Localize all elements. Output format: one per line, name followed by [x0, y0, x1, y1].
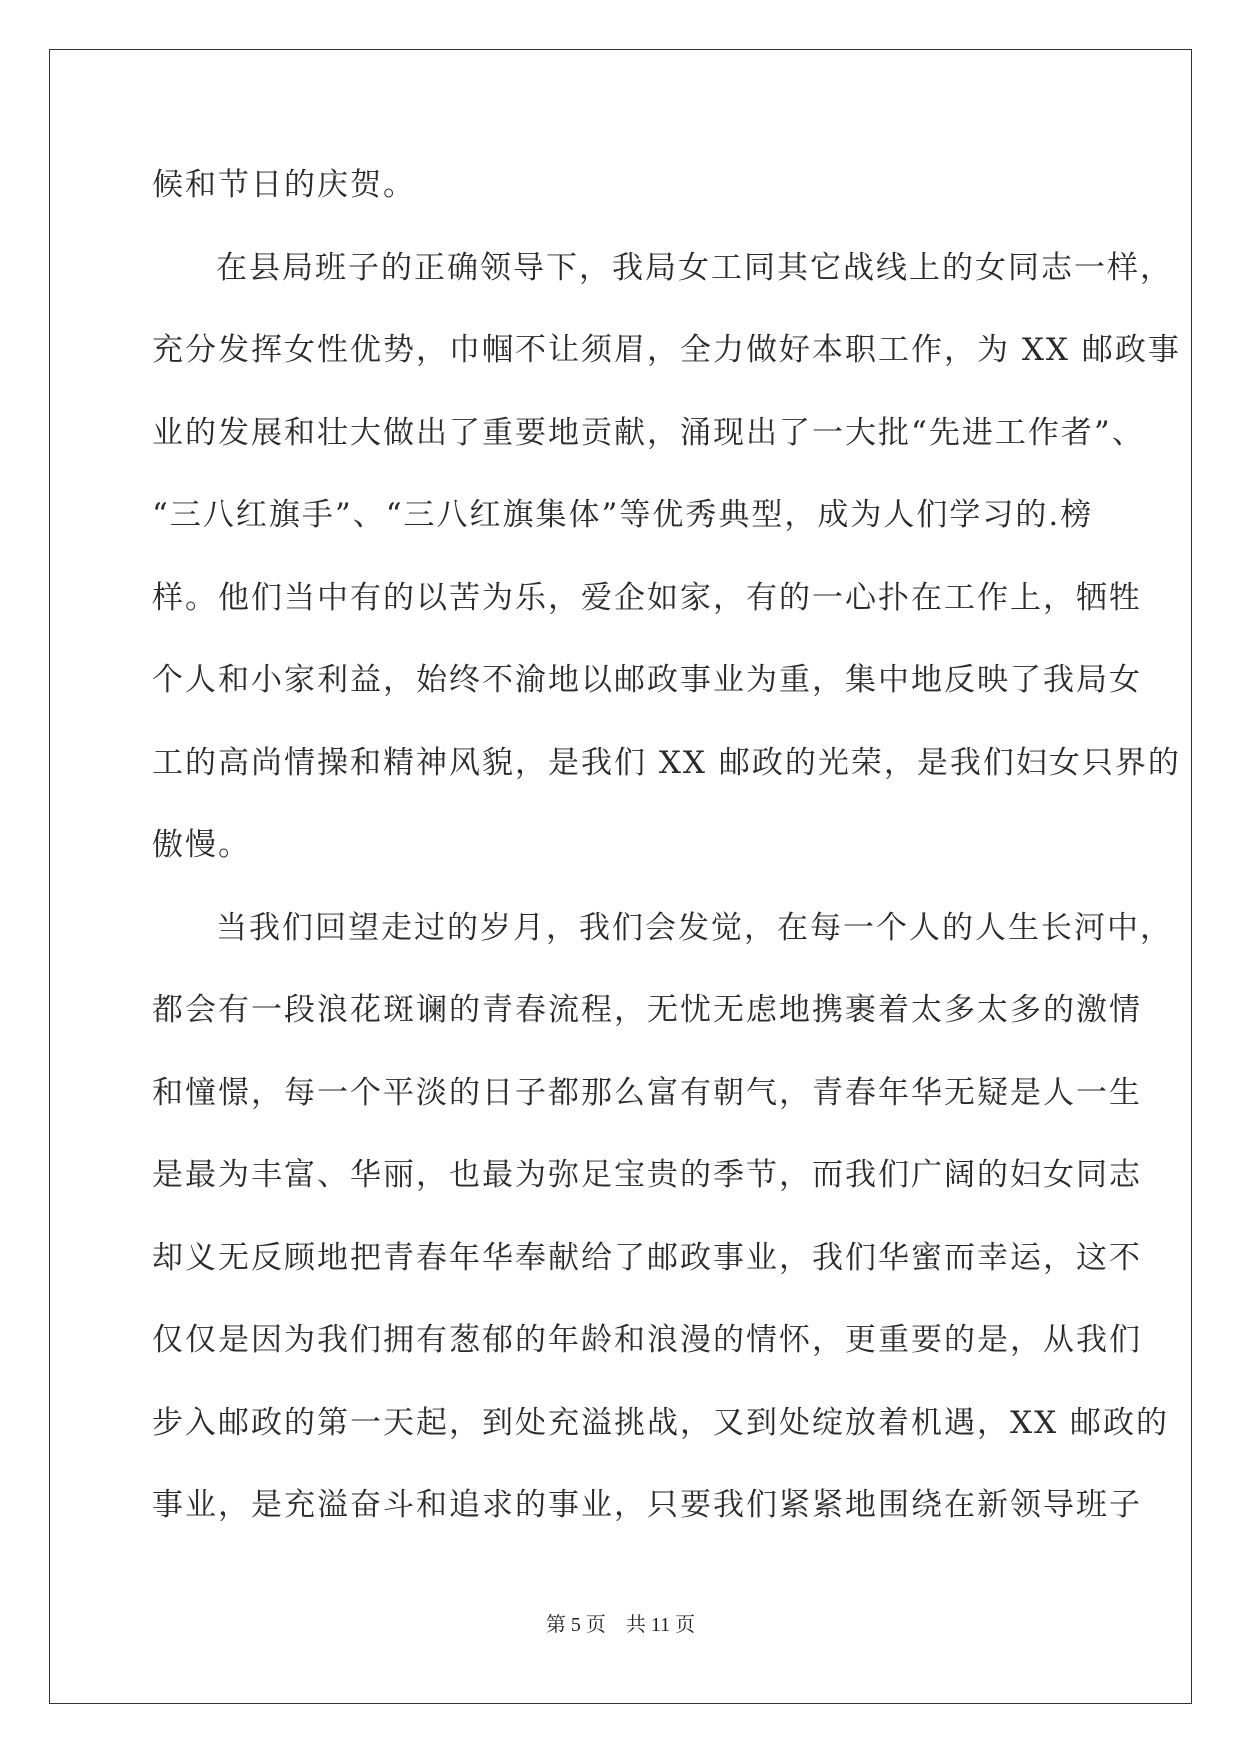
text-line: 工的高尚情操和精神风貌，是我们 XX 邮政的光荣，是我们妇女只界的 — [152, 744, 1181, 781]
text-line: 业的发展和壮大做出了重要地贡献，涌现出了一大批“先进工作者”、 — [152, 414, 1145, 451]
text-line: 在县局班子的正确领导下，我局女工同其它战线上的女同志一样， — [216, 249, 1173, 286]
text-line: 事业，是充溢奋斗和追求的事业，只要我们紧紧地围绕在新领导班子 — [152, 1487, 1142, 1523]
text-line: 充分发挥女性优势，巾帼不让须眉，全力做好本职工作，为 XX 邮政事 — [152, 332, 1181, 368]
text-line: 都会有一段浪花斑谰的青春流程，无忧无虑地携裹着太多太多的激情 — [152, 992, 1142, 1028]
page-number-footer: 第 5 页 共 11 页 — [545, 1614, 696, 1636]
text-line: 样。他们当中有的以苦为乐，爱企如家，有的一心扑在工作上，牺牲 — [152, 579, 1142, 616]
text-line: “三八红旗手”、“三八红旗集体”等优秀典型，成为人们学习的.榜 — [152, 497, 1094, 533]
text-line: 个人和小家利益，始终不渝地以邮政事业为重，集中地反映了我局女 — [152, 662, 1142, 698]
text-line: 步入邮政的第一天起，到处充溢挑战，又到处绽放着机遇，XX 邮政的 — [152, 1404, 1169, 1441]
text-line: 当我们回望走过的岁月，我们会发觉，在每一个人的人生长河中， — [216, 909, 1173, 946]
text-line: 候和节日的庆贺。 — [152, 167, 416, 203]
text-line: 傲慢。 — [152, 827, 251, 863]
text-line: 和憧憬，每一个平淡的日子都那么富有朝气，青春年华无疑是人一生 — [152, 1074, 1142, 1111]
text-line: 却义无反顾地把青春年华奉献给了邮政事业，我们华蜜而幸运，这不 — [152, 1239, 1142, 1276]
text-line: 是最为丰富、华丽，也最为弥足宝贵的季节，而我们广阔的妇女同志 — [152, 1157, 1142, 1193]
text-line: 仅仅是因为我们拥有葱郁的年龄和浪漫的情怀，更重要的是，从我们 — [152, 1322, 1142, 1358]
document-body — [152, 155, 1181, 1558]
